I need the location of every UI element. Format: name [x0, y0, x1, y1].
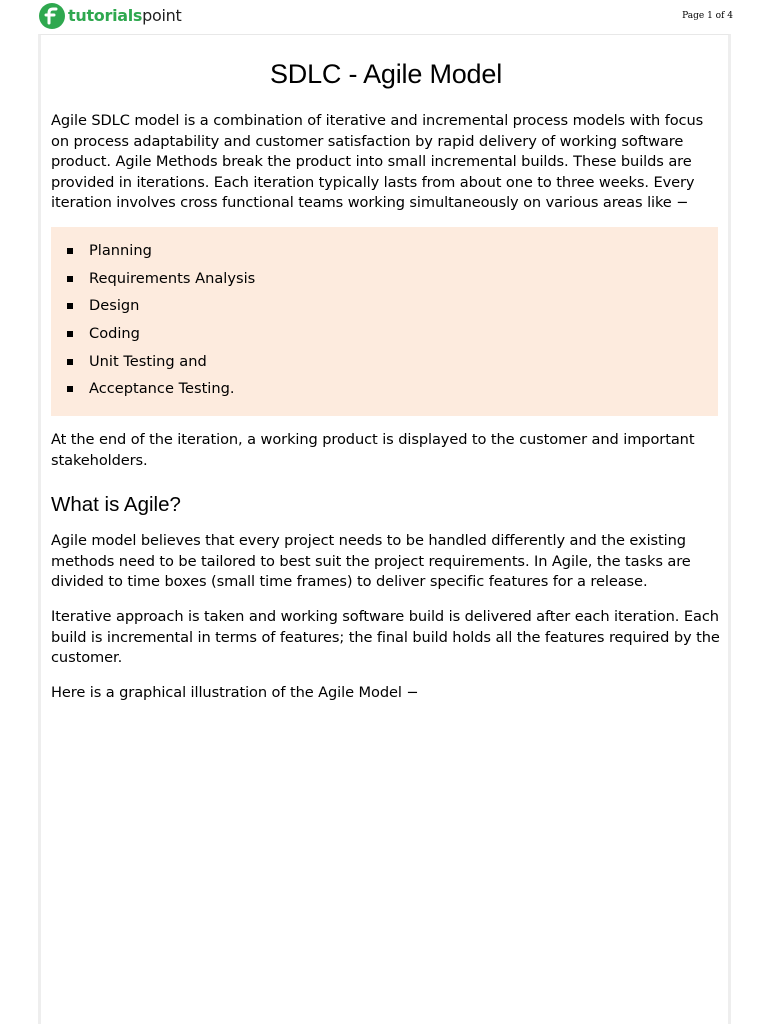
square-bullet-icon	[67, 303, 73, 309]
site-logo[interactable]	[39, 3, 181, 29]
page-header	[0, 0, 768, 34]
list-item	[51, 269, 255, 297]
list-item	[51, 296, 255, 324]
intro-paragraph: Agile SDLC model is a combination of iterative and incremental process models with focus on process adaptability and customer satisfaction by rapid delivery of working software product. Agile Methods break the product into small incremental builds. These builds are provided in iterations. Each iteration typically lasts from about one to three weeks. Every iteration involves cross functional teams working simultaneously on various areas like −	[51, 112, 704, 212]
areas-list-box	[51, 227, 718, 416]
list-item	[51, 241, 255, 269]
logo-wordmark	[68, 3, 181, 29]
agile-believes-paragraph: Agile model believes that every project needs to be handled differently and the existing methods need to be tailored to best suit the project requirements. In Agile, the tasks are divided to time boxes (small time frames) to deliver specific features for a release.	[51, 532, 691, 591]
page-title: SDLC - Agile Model	[269, 59, 502, 89]
list-item	[51, 324, 255, 352]
square-bullet-icon	[67, 276, 73, 282]
tutorialspoint-logo-icon	[39, 3, 65, 29]
list-item-label: Planning	[89, 242, 152, 259]
list-item-label: Design	[89, 297, 140, 315]
logo-wordmark-part-b: point	[142, 6, 182, 25]
page-indicator: Page 1 of 4	[682, 11, 733, 21]
square-bullet-icon	[67, 386, 73, 392]
areas-list	[51, 241, 255, 407]
list-item-label: Acceptance Testing.	[89, 380, 235, 398]
list-item	[51, 379, 255, 407]
square-bullet-icon	[67, 331, 73, 337]
list-item	[51, 352, 255, 380]
illustration-intro-paragraph: Here is a graphical illustration of the Agile Model −	[51, 684, 419, 701]
square-bullet-icon	[67, 248, 73, 254]
section-heading: What is Agile?	[51, 493, 181, 516]
list-item-label: Unit Testing and	[89, 352, 207, 370]
square-bullet-icon	[67, 359, 73, 365]
list-item-label: Requirements Analysis	[89, 269, 256, 287]
logo-wordmark-part-a: tutorials	[68, 6, 143, 25]
end-of-iteration-paragraph: At the end of the iteration, a working product is displayed to the customer and important stakeholders.	[51, 431, 695, 469]
iterative-approach-paragraph: Iterative approach is taken and working software build is delivered after each iteration. Each build is incremental in terms of features; the final build holds all the features required by the customer.	[51, 608, 720, 667]
list-item-label: Coding	[89, 325, 140, 343]
